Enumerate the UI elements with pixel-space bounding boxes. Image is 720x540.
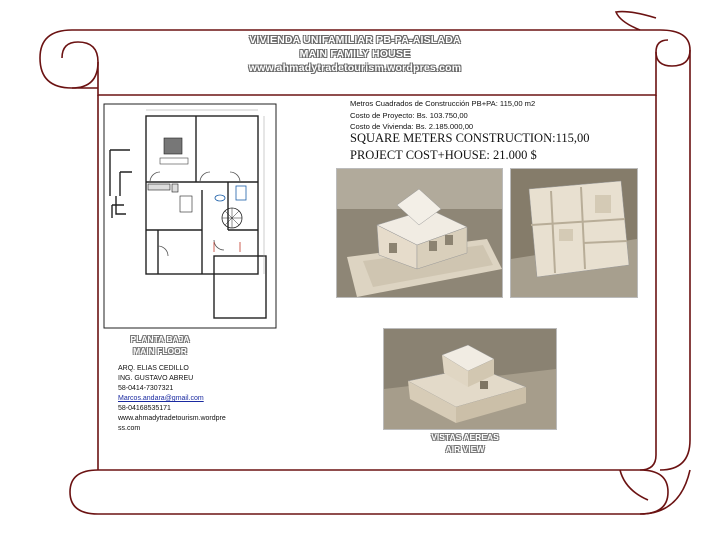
info-metros: Metros Cuadrados de Construcción PB+PA: 115,00 m2: [350, 99, 536, 108]
model-photo-aerial-interior: [510, 168, 638, 298]
credit-email-link[interactable]: Marcos.andara@gmail.com: [118, 395, 204, 402]
title-spanish: VIVIENDA UNIFAMILIAR PB-PA-AISLADA: [249, 34, 461, 46]
info-project-cost: PROJECT COST+HOUSE: 21.000 $: [350, 148, 537, 162]
views-caption-en: AIR VIEW: [445, 444, 485, 454]
credit-architect: ARQ. ELIAS CEDILLO: [118, 365, 189, 372]
info-costo-vivienda: Costo de Vivienda: Bs. 2.185.000,00: [350, 122, 474, 131]
floor-plan-caption-en: MAIN FLOOR: [133, 346, 187, 356]
model-photo-exterior: [336, 168, 503, 298]
views-caption-es: VISTAS AEREAS: [431, 432, 499, 442]
credit-phone-2: 58-04168535171: [118, 405, 171, 412]
info-costo-proyecto: Costo de Proyecto: Bs. 103.750,00: [350, 111, 468, 120]
credit-website-line-2: ss.com: [118, 425, 141, 432]
info-square-meters: SQUARE METERS CONSTRUCTION:115,00: [350, 131, 590, 145]
credit-phone-1: 58-0414-7307321: [118, 385, 174, 392]
credit-website-line-1: www.ahmadytradetourism.wordpre: [118, 415, 226, 422]
title-english: MAIN FAMILY HOUSE: [299, 48, 411, 60]
header-website: www.ahmadytradetourism.wordpres.com: [248, 62, 462, 74]
credit-engineer: ING. GUSTAVO ABREU: [118, 375, 194, 382]
model-photo-aerial: [383, 328, 557, 430]
floor-plan-caption-es: PLANTA BAJA: [130, 334, 190, 344]
